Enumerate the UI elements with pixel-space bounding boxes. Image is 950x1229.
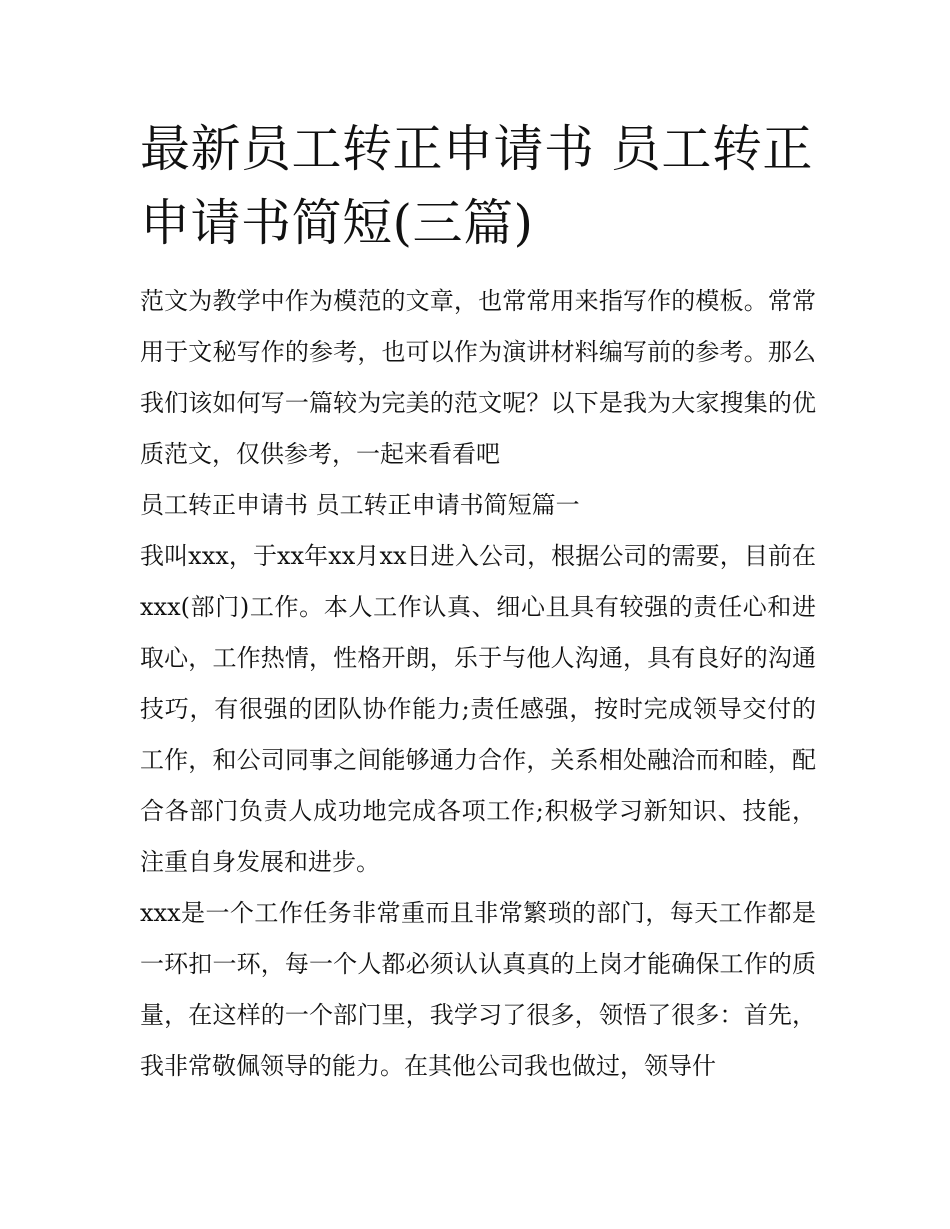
intro-paragraph: 范文为教学中作为模范的文章，也常常用来指写作的模板。常常用于文秘写作的参考，也可以作为演讲材料编写前的参考。那么我们该如何写一篇较为完美的范文呢？以下是我为大家搜集的优质范文，仅供参考，一起来看看吧 — [140, 287, 816, 468]
body-paragraph: 我叫xxx，于xx年xx月xx日进入公司，根据公司的需要，目前在xxx(部门)工作。本人工作认真、细心且具有较强的责任心和进取心，工作热情，性格开朗，乐于与他人沟通，具有良好的沟通技巧，有很强的团队协作能力;责任感强，按时完成领导交付的工作，和公司同事之间能够通力合作，关系相处融洽而和睦，配合各部门负责人成功地完成各项工作;积极学习新知识、技能，注重自身发展和进步。 — [140, 542, 816, 876]
body-paragraph: xxx是一个工作任务非常重而且非常繁琐的部门，每天工作都是一环扣一环，每一个人都必须认认真真的上岗才能确保工作的质量，在这样的一个部门里，我学习了很多，领悟了很多：首先，我非常敬佩领导的能力。在其他公司我也做过，领导什 — [140, 899, 816, 1080]
section-heading: 员工转正申请书 员工转正申请书简短篇一 — [140, 491, 580, 519]
document-body — [140, 276, 816, 1092]
document-title: 最新员工转正申请书 员工转正申请书简短(三篇) — [140, 120, 813, 252]
document-page — [140, 112, 816, 1092]
